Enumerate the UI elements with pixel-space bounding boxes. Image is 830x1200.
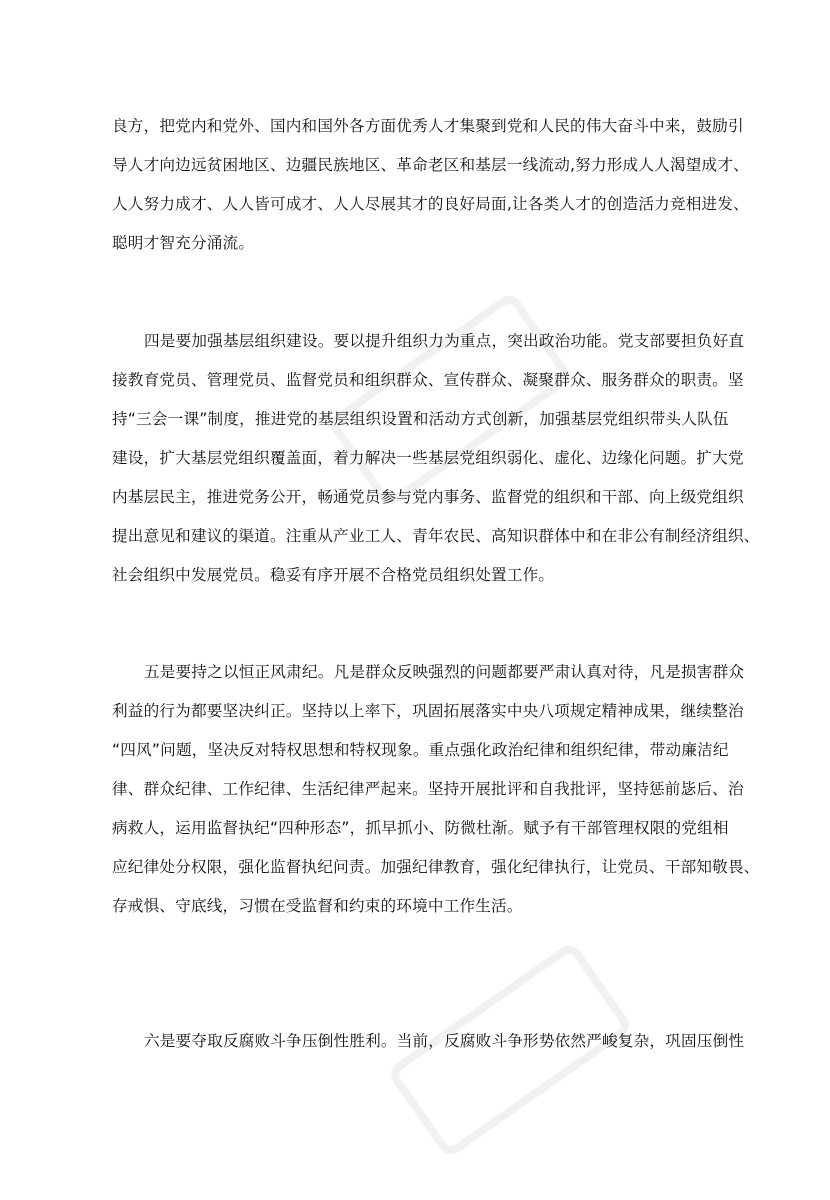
text-line: 建设，扩大基层党组织覆盖面，着力解决一些基层党组织弱化、虚化、边缘化问题。扩大党: [112, 449, 744, 467]
text-line: 六是要夺取反腐败斗争压倒性胜利。当前，反腐败斗争形势依然严峻复杂，巩固压倒性: [144, 1032, 745, 1050]
text-line: 良方，把党内和党外、国内和国外各方面优秀人才集聚到党和人民的伟大奋斗中来，鼓励引: [112, 117, 744, 135]
text-line: 病救人，运用监督执纪“四种形态”，抓早抓小、防微杜渐。赋予有干部管理权限的党组相: [112, 819, 729, 837]
text-line: 导人才向边远贫困地区、边疆民族地区、革命老区和基层一线流动,努力形成人人渴望成才、: [112, 156, 749, 174]
text-line: 利益的行为都要坚决纠正。坚持以上率下，巩固拓展落实中央八项规定精神成果，继续整治: [112, 702, 744, 720]
text-line: 聪明才智充分涌流。: [112, 234, 255, 252]
paragraph-talent: [112, 107, 749, 263]
text-line: 存戒惧、守底线，习惯在受监督和约束的环境中工作生活。: [112, 897, 523, 915]
paragraph-anti-corruption: [112, 1022, 745, 1061]
text-line: 接教育党员、管理党员、监督党员和组织群众、宣传群众、凝聚群众、服务群众的职责。坚: [112, 371, 744, 389]
text-line: 律、群众纪律、工作纪律、生活纪律严起来。坚持开展批评和自我批评，坚持惩前毖后、治: [112, 780, 744, 798]
text-line: 人人努力成才、人人皆可成才、人人尽展其才的良好局面,让各类人才的创造活力竞相进发、: [112, 195, 749, 213]
paragraph-grassroots-organization: [112, 322, 760, 595]
text-line: 五是要持之以恒正风肃纪。凡是群众反映强烈的问题都要严肃认真对待，凡是损害群众: [144, 663, 745, 681]
text-line: “四风”问题，坚决反对特权思想和特权现象。重点强化政治纪律和组织纪律，带动廉洁纪: [112, 741, 729, 759]
text-line: 提出意见和建议的渠道。注重从产业工人、青年农民、高知识群体中和在非公有制经济组织、: [112, 527, 760, 545]
text-line: 应纪律处分权限，强化监督执纪问责。加强纪律教育，强化纪律执行，让党员、干部知敬畏、: [112, 858, 760, 876]
text-line: 社会组织中发展党员。稳妥有序开展不合格党员组织处置工作。: [112, 566, 555, 584]
text-line: 持“三会一课”制度，推进党的基层组织设置和活动方式创新，加强基层党组织带头人队伍: [112, 410, 729, 428]
paragraph-discipline: [112, 653, 760, 926]
text-line: 四是要加强基层组织建设。要以提升组织力为重点，突出政治功能。党支部要担负好直: [144, 332, 745, 350]
text-line: 内基层民主，推进党务公开，畅通党员参与党内事务、监督党的组织和干部、向上级党组织: [112, 488, 744, 506]
